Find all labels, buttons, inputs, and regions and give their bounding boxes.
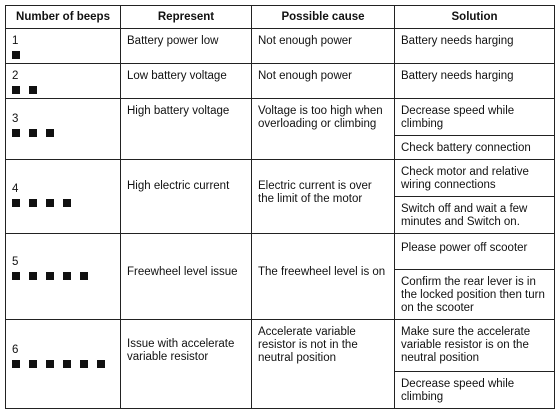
solution-cell: Switch off and wait a few minutes and Switch on. [395, 197, 555, 234]
table-row [6, 320, 555, 372]
beep-square [29, 129, 37, 137]
header-number-of-beeps: Number of beeps [6, 6, 121, 29]
solution-cell: Confirm the rear lever is in the locked position then turn on the scooter [395, 270, 555, 320]
represent-cell: Battery power low [121, 29, 252, 64]
cause-cell: Not enough power [252, 64, 395, 99]
header-solution: Solution [395, 6, 555, 29]
beep-square [12, 199, 20, 207]
beep-indicator [12, 272, 114, 280]
header-row [6, 6, 555, 29]
beep-square [29, 272, 37, 280]
beep-number: 1 [12, 35, 19, 47]
solution-cell: Decrease speed while climbing [395, 372, 555, 409]
beep-codes-table [5, 5, 555, 409]
beep-count-cell [6, 160, 121, 234]
cause-cell: Voltage is too high when overloading or climbing [252, 99, 395, 160]
beep-number: 4 [12, 183, 19, 195]
beep-square [80, 360, 88, 368]
beep-square [63, 272, 71, 280]
solution-cell: Decrease speed while climbing [395, 99, 555, 136]
beep-square [12, 272, 20, 280]
header-represent: Represent [121, 6, 252, 29]
beep-square [12, 86, 20, 94]
cause-cell: Not enough power [252, 29, 395, 64]
table-row [6, 160, 555, 197]
beep-square [97, 360, 105, 368]
beep-square [63, 199, 71, 207]
beep-indicator [12, 360, 114, 368]
represent-cell: High electric current [121, 160, 252, 234]
beep-square [63, 360, 71, 368]
solution-cell: Battery needs harging [395, 29, 555, 64]
beep-square [29, 360, 37, 368]
beep-indicator [12, 51, 114, 59]
solution-cell: Battery needs harging [395, 64, 555, 99]
table-row [6, 29, 555, 64]
table-row [6, 64, 555, 99]
beep-count-cell [6, 320, 121, 409]
beep-square [12, 360, 20, 368]
beep-square [12, 129, 20, 137]
represent-cell: Issue with accelerate variable resistor [121, 320, 252, 409]
beep-indicator [12, 129, 114, 137]
solution-cell: Check motor and relative wiring connections [395, 160, 555, 197]
beep-count-cell [6, 234, 121, 320]
solution-cell: Please power off scooter [395, 234, 555, 270]
beep-number: 3 [12, 113, 19, 125]
header-possible-cause: Possible cause [252, 6, 395, 29]
beep-indicator [12, 86, 114, 94]
solution-cell: Check battery connection [395, 136, 555, 160]
solution-cell: Make sure the accelerate variable resistor is on the neutral position [395, 320, 555, 372]
beep-square [46, 199, 54, 207]
represent-cell: Freewheel level issue [121, 234, 252, 320]
represent-cell: Low battery voltage [121, 64, 252, 99]
beep-number: 2 [12, 70, 19, 82]
beep-count-cell [6, 29, 121, 64]
cause-cell: Accelerate variable resistor is not in the neutral position [252, 320, 395, 409]
represent-cell: High battery voltage [121, 99, 252, 160]
beep-square [80, 272, 88, 280]
beep-square [46, 272, 54, 280]
beep-indicator [12, 199, 114, 207]
table-row [6, 99, 555, 136]
cause-cell: Electric current is over the limit of the motor [252, 160, 395, 234]
beep-count-cell [6, 64, 121, 99]
beep-number: 6 [12, 344, 19, 356]
beep-square [12, 51, 20, 59]
table-row [6, 234, 555, 270]
beep-number: 5 [12, 256, 19, 268]
beep-count-cell [6, 99, 121, 160]
cause-cell: The freewheel level is on [252, 234, 395, 320]
beep-square [29, 199, 37, 207]
beep-square [46, 360, 54, 368]
beep-square [29, 86, 37, 94]
beep-square [46, 129, 54, 137]
